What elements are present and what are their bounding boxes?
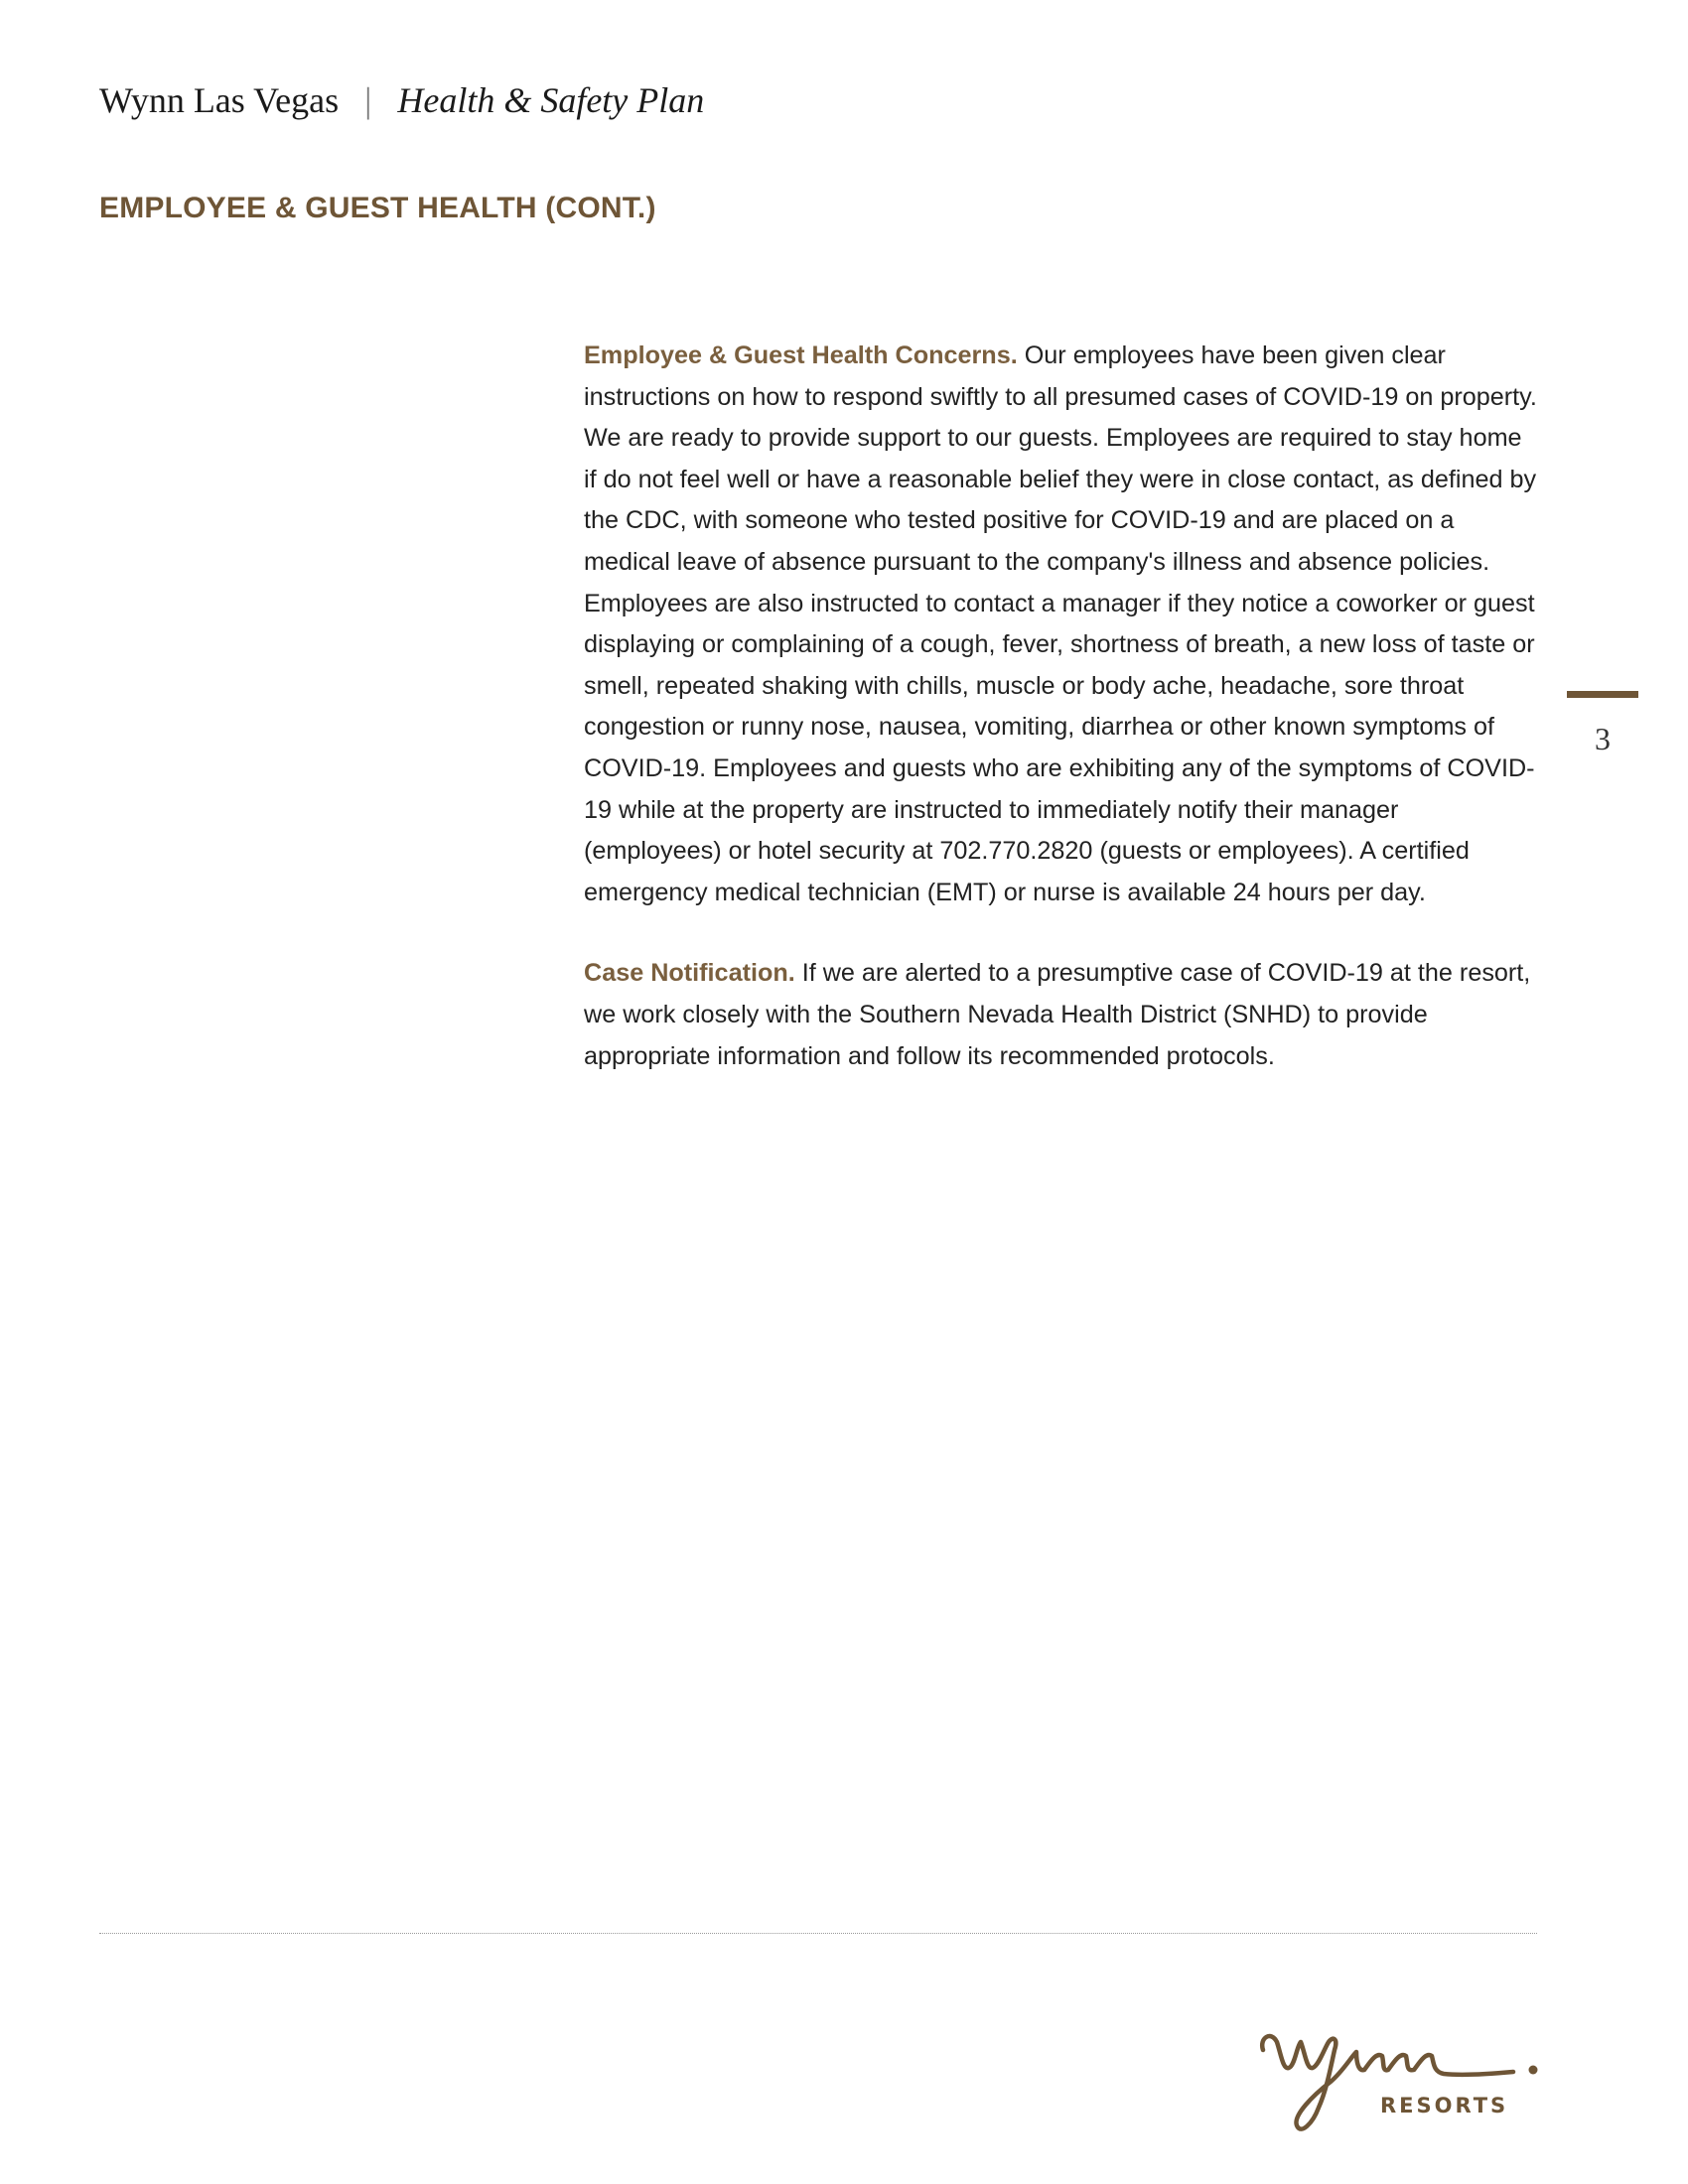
paragraph-text: If we are alerted to a presumptive case of COVID-19 at the resort, we work closely with the Southern Nevada Health District (SNHD) to provide appropriate information and follow its recommended protocols. — [584, 959, 1531, 1070]
document-title: Health & Safety Plan — [397, 80, 705, 120]
paragraph-text: Our employees have been given clear instructions on how to respond swiftly to all presumed cases of COVID-19 on property. We are ready to provide support to our guests. Employees are required to stay home if do not feel well or have a reasonable belief they were in close contact, as defined by the CDC, with someone who tested positive for COVID-19 and are placed on a medical leave of absence pursuant to the company's illness and absence policies. Employees are also instructed to contact a manager if they notice a coworker or guest displaying or complaining of a cough, fever, shortness of breath, a new loss of taste or smell, repeated shaking with chills, muscle or body ache, headache, sore throat congestion or runny nose, nausea, vomiting, diarrhea or other known symptoms of COVID-19. Employees and guests who are exhibiting any of the symptoms of COVID-19 while at the property are instructed to immediately notify their manager (employees) or hotel security at 702.770.2820 (guests or employees). A certified emergency medical technician (EMT) or nurse is available 24 hours per day. — [584, 341, 1537, 906]
page-number: 3 — [1595, 721, 1611, 756]
page-marker-bar — [1567, 691, 1638, 698]
footer-divider — [99, 1933, 1537, 1934]
brand-name: Wynn Las Vegas — [99, 80, 340, 120]
paragraph-lead: Employee & Guest Health Concerns. — [584, 341, 1018, 369]
wynn-resorts-logo — [1253, 1990, 1551, 2149]
paragraph-case-notification — [584, 953, 1537, 1077]
document-header — [99, 79, 704, 121]
header-separator: | — [364, 80, 372, 120]
section-title: EMPLOYEE & GUEST HEALTH (CONT.) — [99, 192, 656, 224]
paragraph-health-concerns — [584, 336, 1537, 913]
body-column — [584, 336, 1537, 1117]
paragraph-lead: Case Notification. — [584, 959, 795, 988]
logo-word: RESORTS — [1380, 2094, 1509, 2117]
logo-dot — [1529, 2066, 1538, 2075]
